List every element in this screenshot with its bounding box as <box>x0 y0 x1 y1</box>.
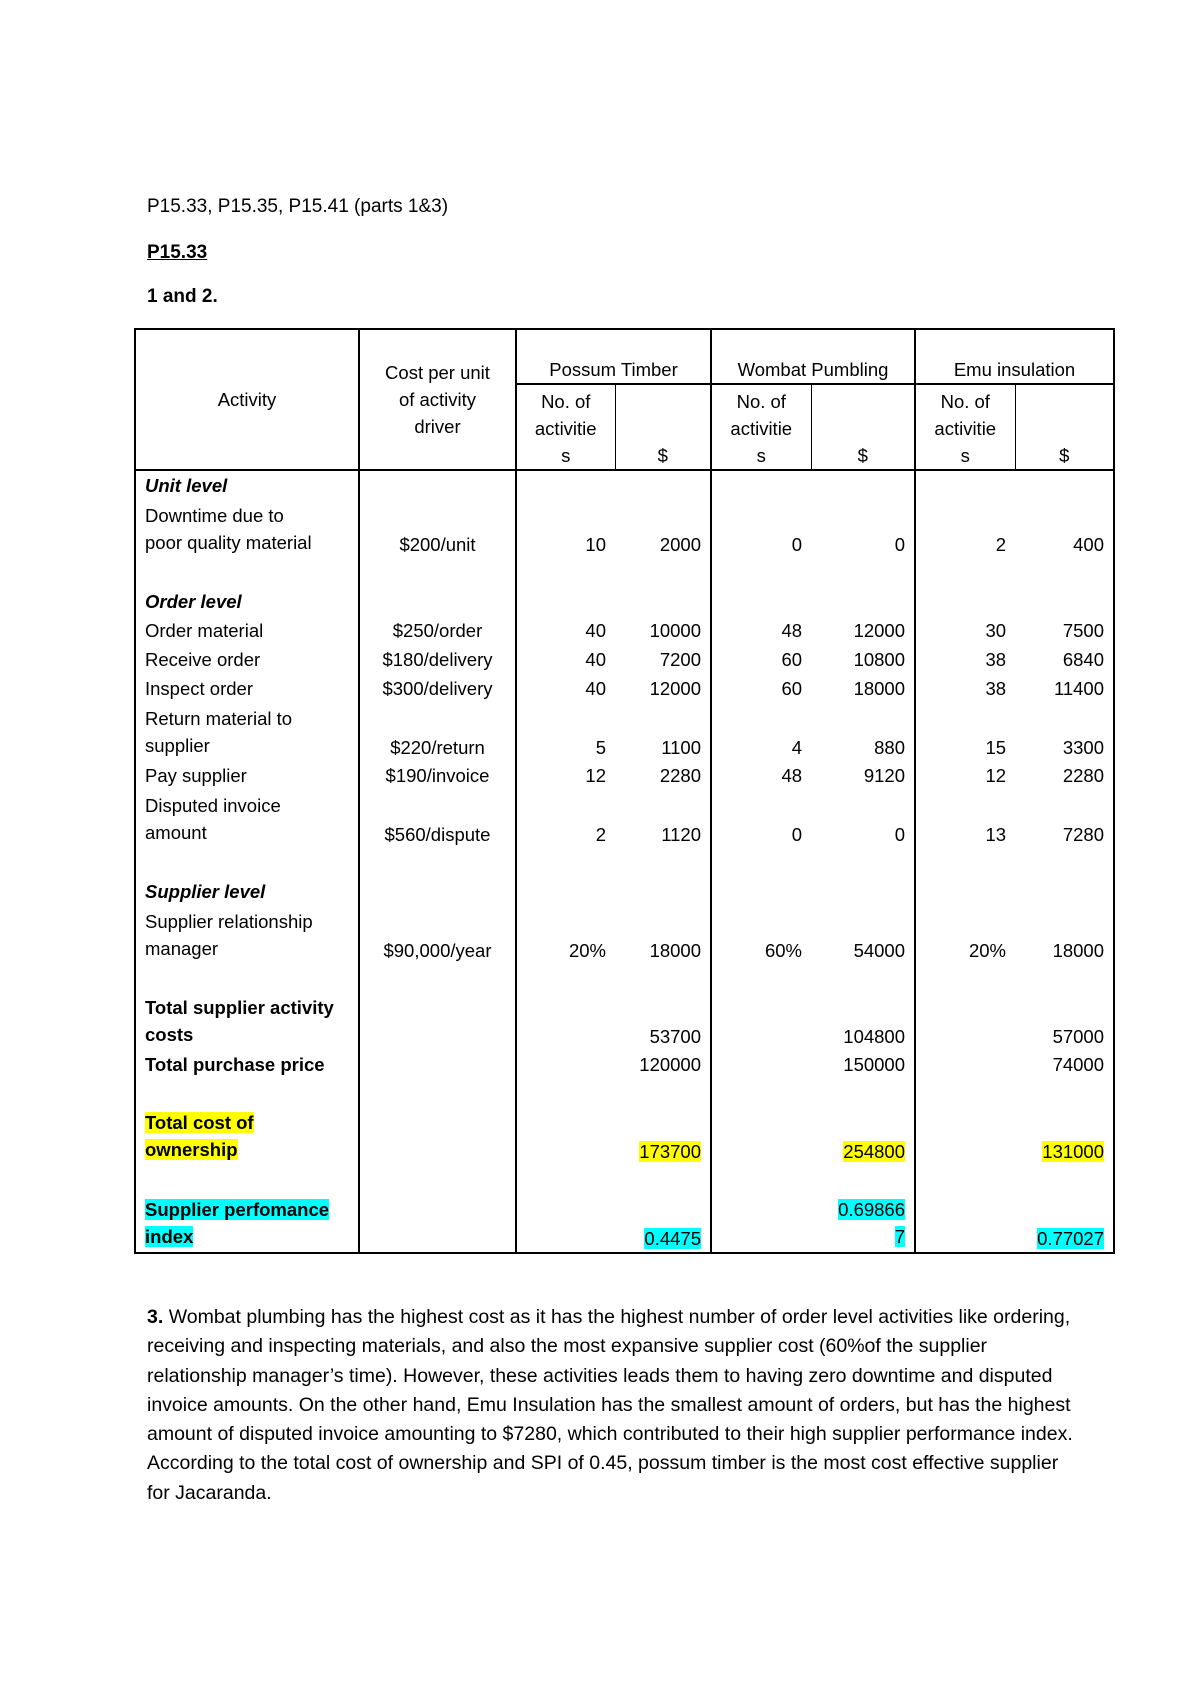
table-row <box>135 616 1114 645</box>
answer-text: Wombat plumbing has the highest cost as it has the highest number of order level activities like ordering, receiving and inspecting materials, and also the most expansive supplier cost (60%of the supplier relationship manager’s time). However, these activities leads them to having zero downtime and disputed invoice amounts. On the other hand, Emu Insulation has the smallest amount of orders, but has the highest amount of disputed invoice amounting to $7280, which contributed to their high supplier performance index. According to the total cost of ownership and SPI of 0.45, possum timber is the most cost effective supplier for Jacaranda. <box>147 1306 1073 1504</box>
cell: 0.69866 7 <box>811 1193 915 1253</box>
row-label: Total purchase price <box>135 1050 359 1079</box>
cell: 2 <box>516 790 615 848</box>
table-row <box>135 1107 1114 1165</box>
cell: 11400 <box>1015 674 1114 703</box>
cell: 38 <box>915 674 1015 703</box>
cell: 2000 <box>659 534 702 555</box>
cell: 10800 <box>853 649 906 670</box>
table-row <box>135 1193 1114 1253</box>
table-row <box>135 761 1114 790</box>
cell: 104800 <box>843 1026 906 1047</box>
cell: 54000 <box>853 940 906 961</box>
header-wombat-pumbling: Wombat Pumbling <box>711 329 915 384</box>
cell: 0.77027 <box>1037 1228 1105 1249</box>
header-dollar-possum: $ <box>615 384 711 470</box>
cell: 0 <box>894 824 906 845</box>
cell: 880 <box>874 737 906 758</box>
cell: 5 <box>516 703 615 761</box>
row-label: Inspect order <box>135 674 359 703</box>
cell: 7280 <box>1015 790 1114 848</box>
cell: 6840 <box>1015 645 1114 674</box>
cell: 18000 <box>649 940 702 961</box>
row-label: Supplier perfomance index <box>135 1193 359 1253</box>
cell: 0 <box>711 500 811 558</box>
cell: 2280 <box>1015 761 1114 790</box>
cell: 20% <box>516 906 615 964</box>
row-label: Order material <box>135 616 359 645</box>
row-cost: $180/delivery <box>359 645 516 674</box>
cell: 40 <box>516 674 615 703</box>
row-cost: $190/invoice <box>359 761 516 790</box>
table-row <box>135 500 1114 558</box>
cell: 173700 <box>639 1141 702 1162</box>
cell: 12 <box>915 761 1015 790</box>
cell: 10 <box>516 500 615 558</box>
cell: 20% <box>915 906 1015 964</box>
row-label: Total supplier activity costs <box>135 992 359 1050</box>
cell: 3300 <box>1015 703 1114 761</box>
cell: 48 <box>711 616 811 645</box>
cell: 60 <box>711 645 811 674</box>
row-cost: $220/return <box>359 703 516 761</box>
row-label: Downtime due to poor quality material <box>135 500 359 558</box>
table-row <box>135 790 1114 848</box>
cell: 7200 <box>659 649 702 670</box>
cell: 0 <box>711 790 811 848</box>
header-activity: Activity <box>135 329 359 470</box>
header-line: P15.33, P15.35, P15.41 (parts 1&3) <box>147 196 449 217</box>
row-label: Disputed invoice amount <box>135 790 359 848</box>
cell: 18000 <box>853 678 906 699</box>
header-no-activities-wombat: No. of activitie s <box>711 384 811 470</box>
table-row <box>135 674 1114 703</box>
cell: 40 <box>516 616 615 645</box>
unit-level-label: Unit level <box>135 470 359 500</box>
cell: 120000 <box>639 1054 702 1075</box>
cell: 60 <box>711 674 811 703</box>
cell: 0.4475 <box>644 1228 702 1249</box>
header-emu-insulation: Emu insulation <box>915 329 1114 384</box>
cell: 15 <box>915 703 1015 761</box>
row-label: Return material to supplier <box>135 703 359 761</box>
cell: 12000 <box>853 620 906 641</box>
header-possum-timber: Possum Timber <box>516 329 711 384</box>
part-label: 1 and 2. <box>147 286 218 307</box>
section-title: P15.33 <box>147 242 208 263</box>
cell: 74000 <box>1015 1050 1114 1079</box>
cell: 150000 <box>843 1054 906 1075</box>
row-cost: $200/unit <box>359 500 516 558</box>
cell: 400 <box>1015 500 1114 558</box>
table-row <box>135 703 1114 761</box>
cell: 12000 <box>649 678 702 699</box>
cell: 4 <box>711 703 811 761</box>
cell: 40 <box>516 645 615 674</box>
answer-paragraph <box>147 1303 1077 1508</box>
cell: 38 <box>915 645 1015 674</box>
header-dollar-emu: $ <box>1015 384 1114 470</box>
cell: 0 <box>894 534 906 555</box>
cell: 13 <box>915 790 1015 848</box>
row-cost: $250/order <box>359 616 516 645</box>
header-cost-per-unit: Cost per unit of activity driver <box>359 329 516 470</box>
cell: 1120 <box>661 824 702 845</box>
cell: 10000 <box>649 620 702 641</box>
header-no-activities-possum: No. of activitie s <box>516 384 615 470</box>
cell: 254800 <box>843 1141 906 1162</box>
row-cost: $90,000/year <box>359 906 516 964</box>
activity-cost-table <box>134 328 1115 1254</box>
supplier-level-label: Supplier level <box>135 876 359 906</box>
cell: 9120 <box>863 765 906 786</box>
table-row <box>135 992 1114 1050</box>
cell: 53700 <box>649 1026 702 1047</box>
cell: 48 <box>711 761 811 790</box>
row-label: Supplier relationship manager <box>135 906 359 964</box>
table-row <box>135 906 1114 964</box>
row-cost: $300/delivery <box>359 674 516 703</box>
cell: 60% <box>711 906 811 964</box>
header-no-activities-emu: No. of activitie s <box>915 384 1015 470</box>
cell: 7500 <box>1015 616 1114 645</box>
cell: 12 <box>516 761 615 790</box>
order-level-label: Order level <box>135 586 359 616</box>
cell: 2280 <box>659 765 702 786</box>
cell: 2 <box>915 500 1015 558</box>
cell: 57000 <box>1015 992 1114 1050</box>
cell: 30 <box>915 616 1015 645</box>
table-row <box>135 1050 1114 1079</box>
table-row <box>135 645 1114 674</box>
row-label: Receive order <box>135 645 359 674</box>
cell: 131000 <box>1042 1141 1105 1162</box>
cell: 18000 <box>1015 906 1114 964</box>
cell: 1100 <box>661 737 702 758</box>
header-dollar-wombat: $ <box>811 384 915 470</box>
row-label: Pay supplier <box>135 761 359 790</box>
answer-number: 3. <box>147 1306 164 1328</box>
row-label: Total cost of ownership <box>135 1107 359 1165</box>
row-cost: $560/dispute <box>359 790 516 848</box>
